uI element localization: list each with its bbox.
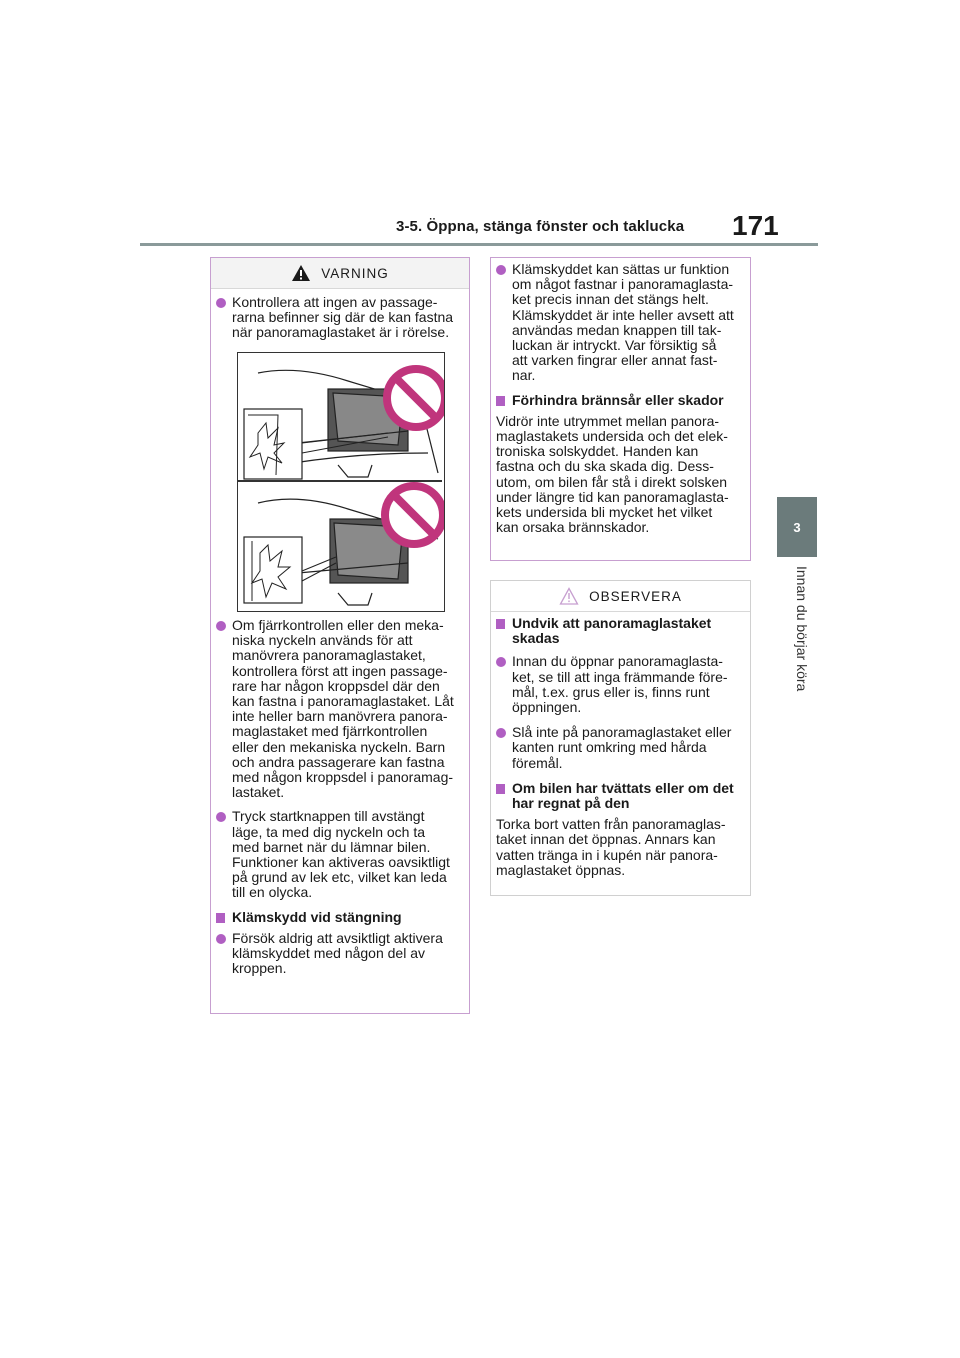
notice-bullet-1: Innan du öppnar panoramaglasta- ket, se till att inga främmande före- mål, t.ex. grus eller is, finns runt öppningen. <box>496 654 748 715</box>
warning-cont-bullet-1: Klämskyddet kan sättas ur funktion om något fastnar i panoramaglasta- ket precis innan det stängs helt. Klämskyddet är inte heller avsett att användas medan knappen till tak- luckan är intryckt. Var försiktig så att varken fingrar eller annat fast- nar. <box>496 262 748 384</box>
warning-heading-burns: Förhindra brännsår eller skador <box>496 393 748 408</box>
page-number: 171 <box>732 210 779 241</box>
notice-header <box>491 581 750 612</box>
caution-triangle-icon <box>559 587 579 605</box>
illustration-divider <box>238 480 442 482</box>
notice-title: OBSERVERA <box>589 588 682 604</box>
warning-triangle-icon <box>291 264 311 282</box>
warning-header <box>211 258 469 289</box>
roof-drawing <box>238 353 444 611</box>
warning-heading-pinch: Klämskydd vid stängning <box>216 910 468 925</box>
panorama-roof-illustration <box>237 352 445 612</box>
warning-continued-box <box>490 257 751 561</box>
warning-bullet-4: Försök aldrig att avsiktligt aktivera klämskyddet med någon del av kroppen. <box>216 931 468 977</box>
warning-bullet-2: Om fjärrkontrollen eller den meka- niska nyckeln används för att manövrera panoramaglastaket, kontrollera först att ingen passage- rare har någon kroppsdel där den kan fastna i panoramaglastaket. Låt inte heller barn manövrera panora- maglastaket med fjärrkontrollen eller den mekaniska nyckeln. Barn och andra passagerare kan fastna med någon kroppsdel i panoramag- lastaket. <box>216 618 468 800</box>
chapter-tab: 3 <box>777 497 817 557</box>
warning-title: VARNING <box>321 265 389 281</box>
notice-heading-damage: Undvik att panoramaglastaket skadas <box>496 616 748 646</box>
warning-bullet-3: Tryck startknappen till avstängt läge, ta med dig nyckeln och ta med barnet när du lämnar bilen. Funktioner kan aktiveras oavsiktligt på grund av lek etc, vilket kan leda till en olycka. <box>216 809 468 900</box>
warning-bullet-1: Kontrollera att ingen av passage- rarna befinner sig där de kan fastna när panoramaglastaket är i rörelse. <box>216 295 466 341</box>
header-rule <box>140 243 818 246</box>
chapter-label: Innan du börjar köra <box>794 566 810 692</box>
notice-paragraph: Torka bort vatten från panoramaglas- taket innan det öppnas. Annars kan vatten tränga in i kupén när panora- maglastaket öppnas. <box>496 816 726 878</box>
warning-cont-paragraph: Vidrör inte utrymmet mellan panora- maglastakets undersida och det elek- troniska solskyddet. Handen kan fastna och du ska skada dig. Dess- utom, om bilen får stå i direkt solsken under längre tid kan panoramaglasta- kets undersida bli mycket het vilket kan orsaka brännskador. <box>496 412 729 536</box>
notice-heading-water: Om bilen har tvättats eller om det har regnat på den <box>496 781 748 811</box>
notice-bullet-2: Slå inte på panoramaglastaket eller kanten runt omkring med hårda föremål. <box>496 725 748 771</box>
notice-box <box>490 580 751 896</box>
section-title: 3-5. Öppna, stänga fönster och taklucka <box>396 218 685 235</box>
